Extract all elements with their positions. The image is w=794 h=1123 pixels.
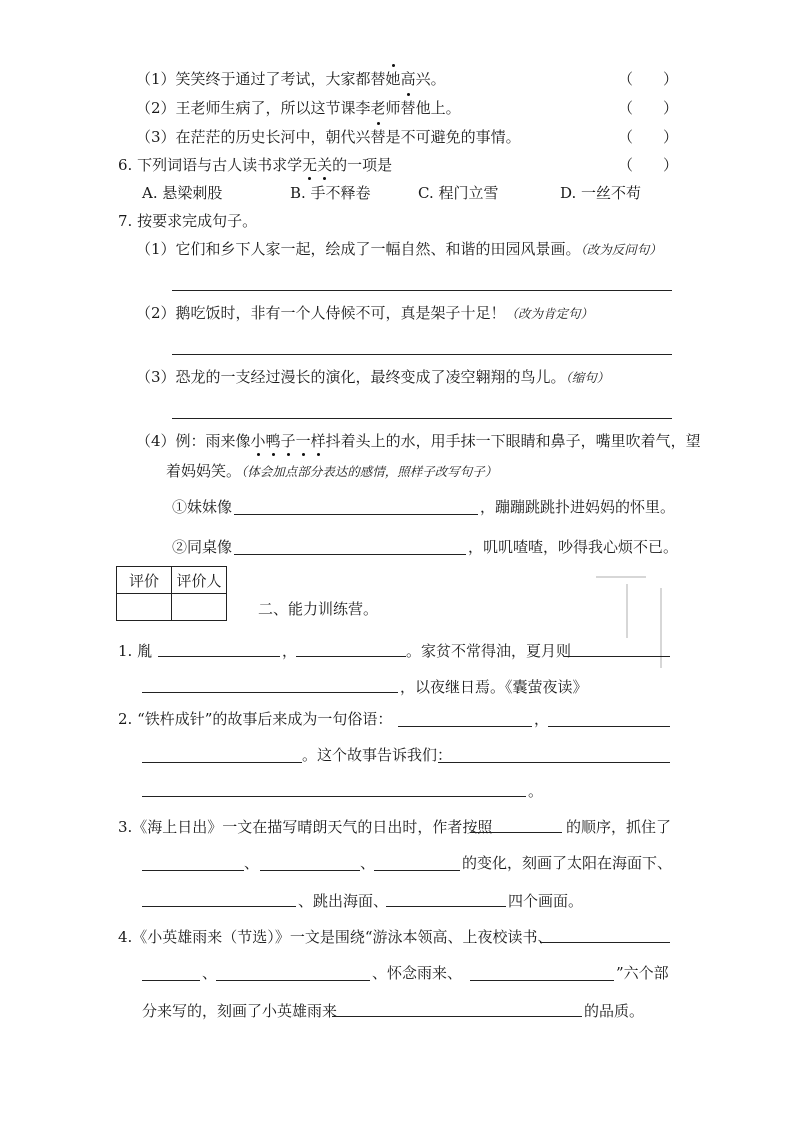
s2-q2-blank-3[interactable] <box>142 762 302 763</box>
q7-sentence-1-instruction: （改为反问句） <box>580 242 662 257</box>
q7-sentence-3-text: （3）恐龙的一支经过漫长的演化，最终变成了凌空翱翔的鸟儿。 <box>136 368 566 386</box>
s2-q4-mid: 、怀念雨来、 <box>372 964 463 982</box>
q5-item-2-text: （2）王老师生病了，所以这节课李老师 <box>136 99 401 117</box>
q5-item-3-text: （3）在茫茫的历史长河中，朝代兴 <box>136 128 371 146</box>
s2-q4-blank-5[interactable] <box>332 1016 582 1017</box>
q7-sentence-4-text-b: 抖着头上的水，用手抹一下眼睛和鼻子，嘴里吹着气，望 <box>325 432 701 450</box>
q6-dotted-1: 无 <box>302 156 318 174</box>
q7-answer-line-3[interactable] <box>172 418 672 419</box>
q6-option-d[interactable]: D. 一丝不苟 <box>560 184 642 202</box>
q7-sentence-3-instruction: （缩句） <box>565 370 610 385</box>
q5-item-1 <box>136 68 446 89</box>
q5-item-1-answer-box[interactable]: （ ） <box>618 70 679 88</box>
s2-q2-blank-2[interactable] <box>548 726 670 727</box>
s2-q4-end: 的品质。 <box>584 1002 645 1020</box>
s2-q2-start: 2. “铁杵成针”的故事后来成为一句俗语： <box>118 710 393 728</box>
s2-q1-start: 1. 胤 <box>118 642 153 660</box>
s2-q1-blank-1[interactable] <box>158 656 280 657</box>
q7-sentence-2-instruction: （改为肯定句） <box>505 306 594 321</box>
q7-dotted-char: 一 <box>295 432 311 450</box>
q7-sentence-4-text-a: （4）例：雨来像 <box>136 432 251 450</box>
q7-answer-line-2[interactable] <box>172 354 672 355</box>
eval-score-cell[interactable] <box>117 594 172 621</box>
s2-q3-blank-6[interactable] <box>386 906 506 907</box>
q6-dotted-2: 关 <box>317 156 333 174</box>
q6-option-a[interactable]: A. 悬梁刺股 <box>142 184 223 202</box>
q6-stem <box>118 154 392 175</box>
s2-q1-blank-4[interactable] <box>142 692 398 693</box>
q7-sentence-3 <box>136 366 609 387</box>
eval-header-evaluator: 评价人 <box>172 567 227 594</box>
s2-q4-blank-1[interactable] <box>540 942 670 943</box>
q7-dotted-char: 子 <box>280 432 296 450</box>
s2-q3-sep-2: 、 <box>360 854 376 872</box>
q7-title: 7. 按要求完成句子。 <box>118 212 258 230</box>
q7-fill-1-post: ，蹦蹦跳跳扑进妈妈的怀里。 <box>480 498 676 516</box>
s2-q3-sep-1: 、 <box>244 854 260 872</box>
eval-evaluator-cell[interactable] <box>172 594 227 621</box>
q7-dotted-char: 小 <box>250 432 266 450</box>
scan-artifact <box>626 584 628 638</box>
s2-q4-text-e: 分来写的，刻画了小英雄雨来 <box>142 1002 338 1020</box>
s2-q4-sep: 、 <box>202 964 218 982</box>
s2-q1-mid: 。家贫不常得油，夏月则 <box>406 642 572 660</box>
q5-item-1-text: （1）笑笑终于通过了考试，大家都替 <box>136 70 386 88</box>
q6-option-c[interactable]: C. 程门立雪 <box>418 184 499 202</box>
s2-q4-blank-4[interactable] <box>470 980 614 981</box>
q7-sentence-4-text-c: 着妈妈笑。 <box>166 462 242 480</box>
s2-q4-text-d: ”六个部 <box>616 964 669 982</box>
evaluation-table <box>116 566 227 621</box>
s2-q2-end: 。 <box>528 782 544 800</box>
s2-q2-blank-5[interactable] <box>142 796 526 797</box>
q6-stem-text: 6. 下列词语与古人读书求学 <box>118 156 303 174</box>
s2-q1-comma: ， <box>282 642 298 660</box>
s2-q3-blank-2[interactable] <box>142 870 244 871</box>
q7-fill-2-post: ，叽叽喳喳，吵得我心烦不已。 <box>468 538 679 556</box>
q5-item-3-dotted: 替 <box>370 128 386 146</box>
q6-option-b[interactable]: B. 手不释卷 <box>290 184 371 202</box>
s2-q4-blank-3[interactable] <box>216 980 370 981</box>
q7-fill-2-pre: ②同桌像 <box>172 538 233 556</box>
s2-q2-comma: ， <box>534 710 550 728</box>
s2-q2-mid: 。这个故事告诉我们： <box>302 746 453 764</box>
s2-q3-text-b: 的顺序，抓住了 <box>566 818 672 836</box>
q5-item-1-text-end: 高兴。 <box>400 70 446 88</box>
q7-answer-line-1[interactable] <box>172 290 672 291</box>
section-2-title: 二、能力训练营。 <box>258 600 379 618</box>
scan-artifact <box>596 576 646 578</box>
s2-q3-blank-5[interactable] <box>142 906 296 907</box>
q7-fill-1-pre: ①妹妹像 <box>172 498 233 516</box>
s2-q4-blank-2[interactable] <box>142 980 200 981</box>
s2-q2-blank-1[interactable] <box>398 726 532 727</box>
q5-item-2-answer-box[interactable]: （ ） <box>618 99 679 117</box>
s2-q3-blank-1[interactable] <box>470 832 562 833</box>
q7-sentence-4-line-2 <box>166 460 497 481</box>
q7-sentence-4-instruction: （体会加点部分表达的感情，照样子改写句子） <box>241 464 498 479</box>
q5-item-2 <box>136 97 461 118</box>
s2-q1-end: ，以夜继日焉。《囊萤夜读》 <box>400 678 588 696</box>
q5-item-3 <box>136 126 521 147</box>
q7-sentence-2-text: （2）鹅吃饭时，非有一个人侍候不可，真是架子十足！ <box>136 304 506 322</box>
s2-q2-blank-4[interactable] <box>438 762 670 763</box>
s2-q4-start: 4.《小英雄雨来（节选）》一文是围绕“游泳本领高、上夜校读书、 <box>118 928 553 946</box>
q7-fill-2-blank[interactable] <box>234 554 466 555</box>
s2-q3-text-f: 、跳出海面、 <box>298 892 389 910</box>
q5-item-3-answer-box[interactable]: （ ） <box>618 128 679 146</box>
s2-q3-blank-4[interactable] <box>374 870 460 871</box>
q7-sentence-1-text: （1）它们和乡下人家一起，绘成了一幅自然、和谐的田园风景画。 <box>136 240 581 258</box>
q6-stem-end: 的一项是 <box>332 156 393 174</box>
eval-header-score: 评价 <box>117 567 172 594</box>
q7-sentence-2 <box>136 302 593 323</box>
q7-fill-1-blank[interactable] <box>234 514 478 515</box>
s2-q1-blank-3[interactable] <box>564 656 670 657</box>
s2-q3-blank-3[interactable] <box>260 870 360 871</box>
s2-q1-blank-2[interactable] <box>296 656 406 657</box>
s2-q3-end: 四个画面。 <box>508 892 584 910</box>
s2-q3-text-e: 的变化，刻画了太阳在海面下、 <box>462 854 673 872</box>
q7-sentence-1 <box>136 238 662 259</box>
q7-sentence-4 <box>136 430 701 451</box>
q6-answer-box[interactable]: （ ） <box>618 156 679 174</box>
q7-dotted-char: 样 <box>310 432 326 450</box>
q5-item-1-dotted: 她 <box>385 70 401 88</box>
q5-item-3-text-end: 是不可避免的事情。 <box>385 128 521 146</box>
s2-q3-start: 3.《海上日出》一文在描写晴朗天气的日出时，作者按照 <box>118 818 493 836</box>
q7-dotted-char: 鸭 <box>265 432 281 450</box>
q5-item-2-dotted: 替 <box>400 99 416 117</box>
q5-item-2-text-end: 他上。 <box>415 99 461 117</box>
